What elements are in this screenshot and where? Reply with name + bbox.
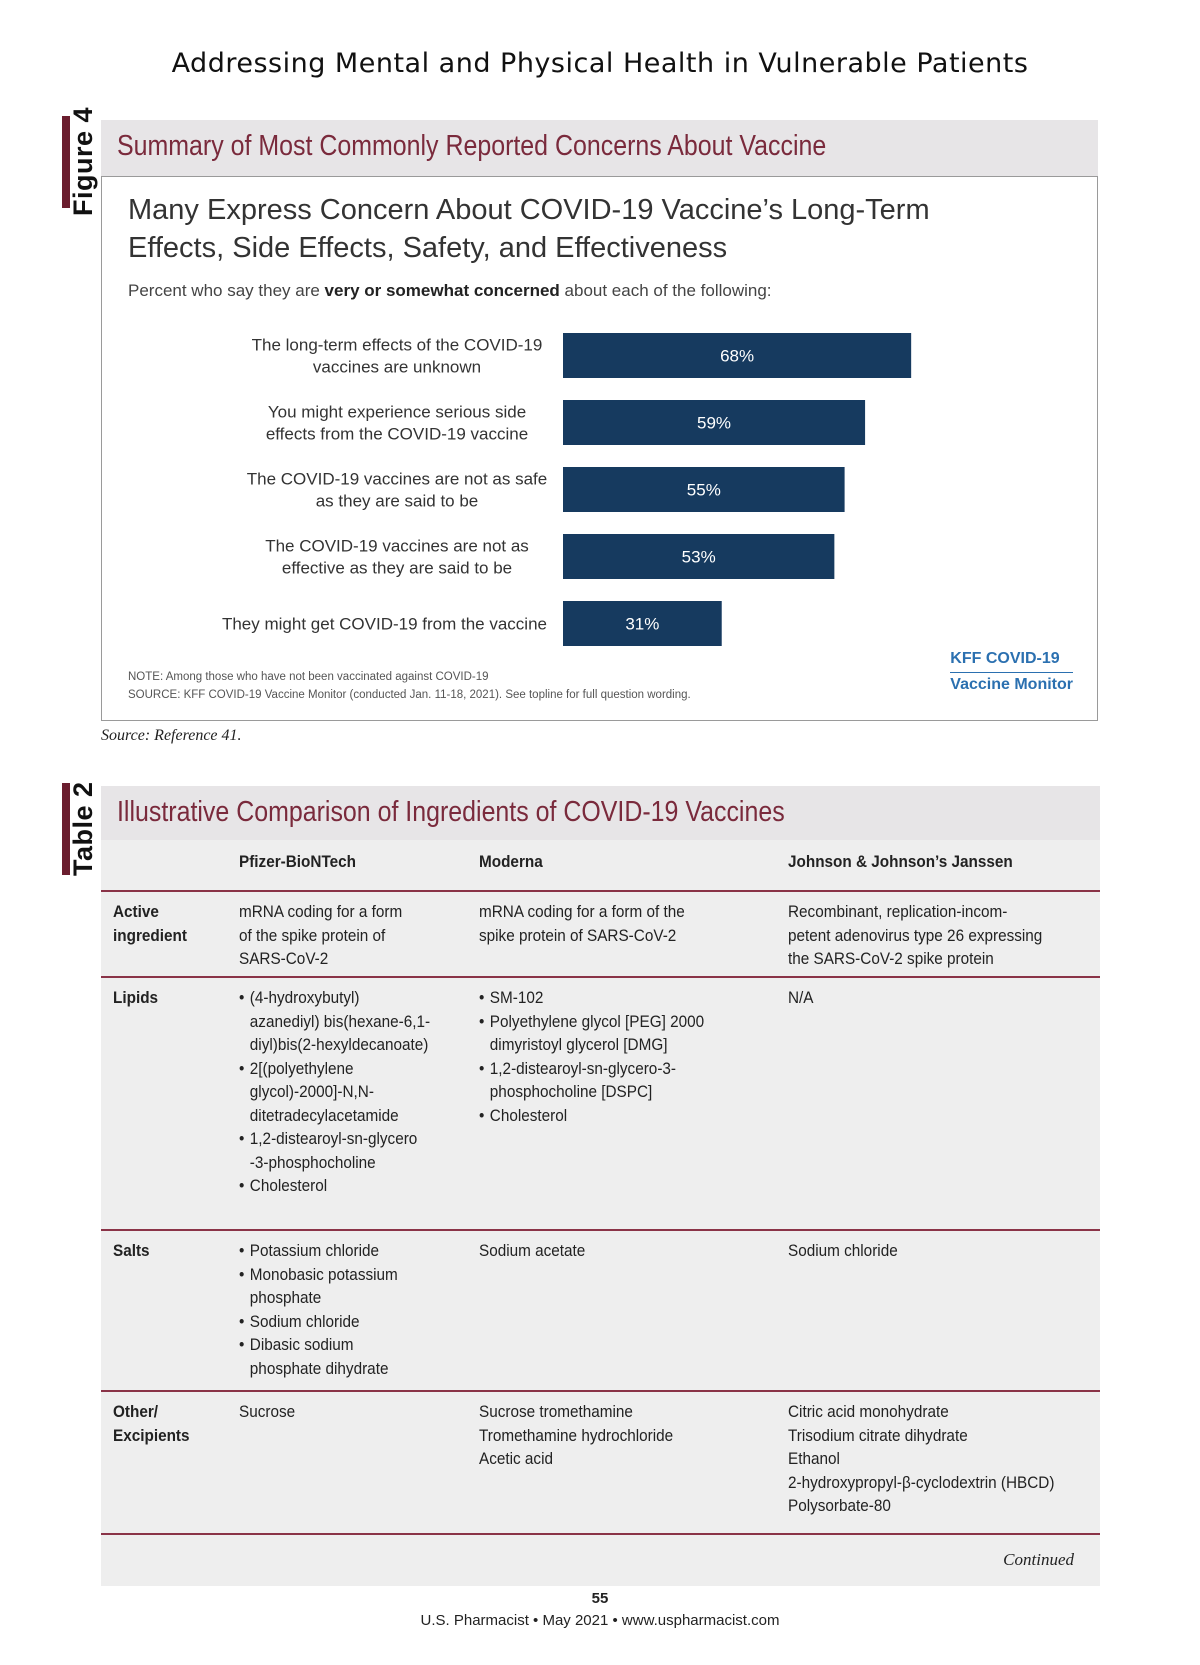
category-label: The long-term effects of the COVID-19 (251, 335, 543, 355)
list-item: • Cholesterol (479, 1104, 727, 1128)
category-label: as they are said to be (315, 491, 479, 511)
bar-data-label: 68% (720, 346, 755, 366)
cell-lipids-moderna (479, 986, 727, 1127)
cell-lipids-janssen: N/A (788, 988, 814, 1007)
list-item: • Potassium chloride (239, 1239, 419, 1263)
row-rule (101, 1533, 1100, 1535)
chart-title: Many Express Concern About COVID-19 Vaccine’s Long-Term Effects, Side Effects, Safety, and Effectiveness (128, 194, 930, 264)
cell-line: spike protein of SARS-CoV-2 (479, 925, 677, 945)
cell-line: mRNA coding for a form (239, 902, 403, 921)
chart-subtitle-bold: very or somewhat concerned (324, 281, 560, 300)
chart-panel (101, 176, 1098, 721)
publication-line: U.S. Pharmacist • May 2021 • www.uspharmacist.com (420, 1612, 780, 1629)
list-item: • 1,2-distearoyl-sn-glycero-3-phosphocholine [DSPC] (479, 1057, 727, 1104)
cell-salts-moderna: Sodium acetate (479, 1241, 586, 1260)
cell-line: Tromethamine hydrochloride (479, 1425, 674, 1445)
cell-other-janssen (788, 1400, 1054, 1518)
category-label: You might experience serious side (267, 402, 527, 422)
category-label: The COVID-19 vaccines are not as safe (246, 469, 548, 489)
continued-note: Continued (1003, 1550, 1074, 1569)
cell-line: Polysorbate-80 (788, 1496, 891, 1515)
cell-salts-janssen: Sodium chloride (788, 1241, 898, 1260)
cell-line: Recombinant, replication-incom- (788, 902, 1008, 921)
chart-subtitle-pre: Percent who say they are (128, 281, 325, 300)
cell-line: the SARS-CoV-2 spike protein (788, 949, 994, 968)
bar-chart (102, 177, 1097, 647)
figure-side-label: Figure 4 (68, 106, 98, 216)
cell-line: mRNA coding for a form of the (479, 902, 685, 921)
list-item: • Sodium chloride (239, 1310, 419, 1334)
chart-source: SOURCE: KFF COVID-19 Vaccine Monitor (conducted Jan. 11-18, 2021). See topline for full question wording. (128, 689, 691, 701)
category-label: vaccines are unknown (312, 357, 482, 377)
chart-subtitle-post: about each of the following: (559, 281, 772, 300)
table-title: Illustrative Comparison of Ingredients of COVID-19 Vaccines (117, 796, 785, 828)
kff-logo (950, 647, 1073, 697)
cell-line: 2-hydroxypropyl-β-cyclodextrin (HBCD) (788, 1472, 1055, 1492)
cell-line: Acetic acid (479, 1449, 553, 1468)
row-label-other (113, 1400, 190, 1447)
row-rule (101, 976, 1100, 978)
row-label-active (113, 900, 187, 947)
figure-title: Summary of Most Commonly Reported Concerns About Vaccine (117, 130, 827, 162)
category-label: They might get COVID-19 from the vaccine (221, 614, 547, 634)
cell-lipids-pfizer (239, 986, 433, 1198)
cell-other-pfizer (239, 1400, 295, 1424)
cell-active-janssen (788, 900, 1042, 971)
list-item: • (4-hydroxybutyl) azanediyl) bis(hexane-6,1-diyl)bis(2-hexyldecanoate) (239, 986, 433, 1057)
list-item: • Dibasic sodium phosphate dihydrate (239, 1333, 419, 1380)
chart-note: NOTE: Among those who have not been vaccinated against COVID-19 (128, 671, 489, 683)
list-item: • Monobasic potassium phosphate (239, 1263, 419, 1310)
row-rule (101, 890, 1100, 892)
cell-line: Sucrose (239, 1402, 296, 1421)
cell-line: of the spike protein of (239, 925, 386, 945)
cell-other-moderna (479, 1400, 673, 1471)
ingredients-table (101, 786, 1100, 1586)
col-head-pfizer: Pfizer-BioNTech (239, 852, 357, 871)
table-side-label: Table 2 (68, 781, 98, 876)
cell-salts-pfizer (239, 1239, 419, 1380)
cell-active-moderna (479, 900, 685, 947)
list-item: • Cholesterol (239, 1174, 433, 1198)
category-label: effects from the COVID-19 vaccine (265, 424, 529, 444)
cell-line: Trisodium citrate dihydrate (788, 1425, 968, 1445)
cell-line: Ethanol (788, 1449, 840, 1468)
bar-data-label: 53% (681, 547, 716, 567)
cell-line: SARS-CoV-2 (239, 949, 329, 968)
row-rule (101, 1390, 1100, 1392)
cell-line: Sucrose tromethamine (479, 1402, 633, 1421)
list-item: • SM-102 (479, 986, 727, 1010)
list-item: • 2[(polyethylene glycol)-2000]-N,N-ditetradecylacetamide (239, 1057, 433, 1128)
table-title-bar (101, 786, 1100, 840)
row-label-salts: Salts (113, 1241, 150, 1260)
row-label-lipids: Lipids (113, 988, 159, 1007)
row-rule (101, 1229, 1100, 1231)
kff-logo-line1: KFF COVID-19 (950, 647, 1073, 673)
running-head: Addressing Mental and Physical Health in Vulnerable Patients (171, 48, 1029, 79)
list-item: • 1,2-distearoyl-sn-glycero -3-phosphocholine (239, 1127, 433, 1174)
col-head-moderna: Moderna (479, 852, 543, 871)
bar-data-label: 59% (697, 413, 732, 433)
list-item: • Polyethylene glycol [PEG] 2000 dimyristoyl glycerol [DMG] (479, 1010, 727, 1057)
figure-source: Source: Reference 41. (101, 727, 242, 744)
row-label-line: Excipients (113, 1425, 190, 1445)
category-label: The COVID-19 vaccines are not as (265, 536, 529, 556)
cell-line: Citric acid monohydrate (788, 1402, 949, 1421)
row-label-line: ingredient (113, 925, 187, 945)
row-label-line: Active (113, 902, 159, 921)
row-label-line: Other/ (113, 1402, 159, 1421)
bar-data-label: 31% (625, 614, 660, 634)
cell-line: petent adenovirus type 26 expressing (788, 925, 1043, 945)
bar-data-label: 55% (686, 480, 721, 500)
kff-logo-line2: Vaccine Monitor (950, 676, 1073, 693)
col-head-janssen: Johnson & Johnson’s Janssen (788, 852, 1013, 871)
page-number: 55 (591, 1590, 609, 1607)
figure-title-bar (101, 120, 1098, 176)
category-label: effective as they are said to be (281, 558, 513, 578)
cell-active-pfizer (239, 900, 402, 971)
